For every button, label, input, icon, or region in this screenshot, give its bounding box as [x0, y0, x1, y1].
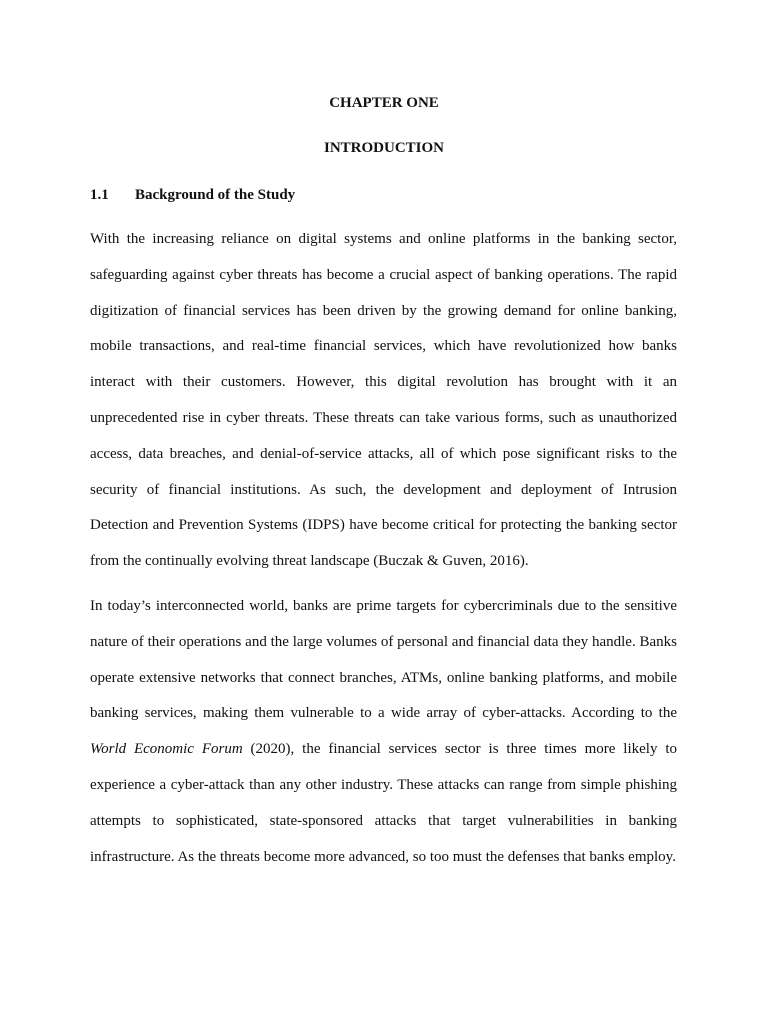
- italic-source-name: World Economic Forum: [90, 741, 243, 758]
- body-paragraph-1: With the increasing reliance on digital systems and online platforms in the banking sector, safeguarding against cyber threats has become a crucial aspect of banking operations. The rapid digitization of financial services has been driven by the growing demand for online banking, mobile transactions, and real-time financial services, which have revolutionized how banks interact with their customers. However, this digital revolution has brought with it an unprecedented rise in cyber threats. These threats can take various forms, such as unauthorized access, data breaches, and denial-of-service attacks, all of which pose significant risks to the security of financial institutions. As such, the development and deployment of Intrusion Detection and Prevention Systems (IDPS) have become critical for protecting the banking sector from the continually evolving threat landscape (Buczak & Guven, 2016).: [90, 231, 677, 570]
- section-number: 1.1: [90, 187, 109, 203]
- section-title: Background of the Study: [135, 187, 296, 203]
- section-heading: [90, 186, 295, 204]
- body-paragraph-2: [90, 589, 677, 875]
- paragraph-2-text-start: In today’s interconnected world, banks are prime targets for cybercriminals due to the sensitive nature of their operations and the large volumes of personal and financial data they handle. Banks operate extensive networks that connect branches, ATMs, online banking platforms, and mobile banking services, making them vulnerable to a wide array of cyber-attacks. According to the: [90, 598, 677, 722]
- paragraph-2-text-end: (2020), the financial services sector is three times more likely to experience a cyber-attack than any other industry. These attacks can range from simple phishing attempts to sophisticated, state-sponsored attacks that target vulnerabilities in banking infrastructure. As the threats become more advanced, so too must the defenses that banks employ.: [90, 741, 677, 865]
- chapter-title: CHAPTER ONE: [329, 95, 439, 111]
- chapter-subtitle: INTRODUCTION: [323, 140, 444, 156]
